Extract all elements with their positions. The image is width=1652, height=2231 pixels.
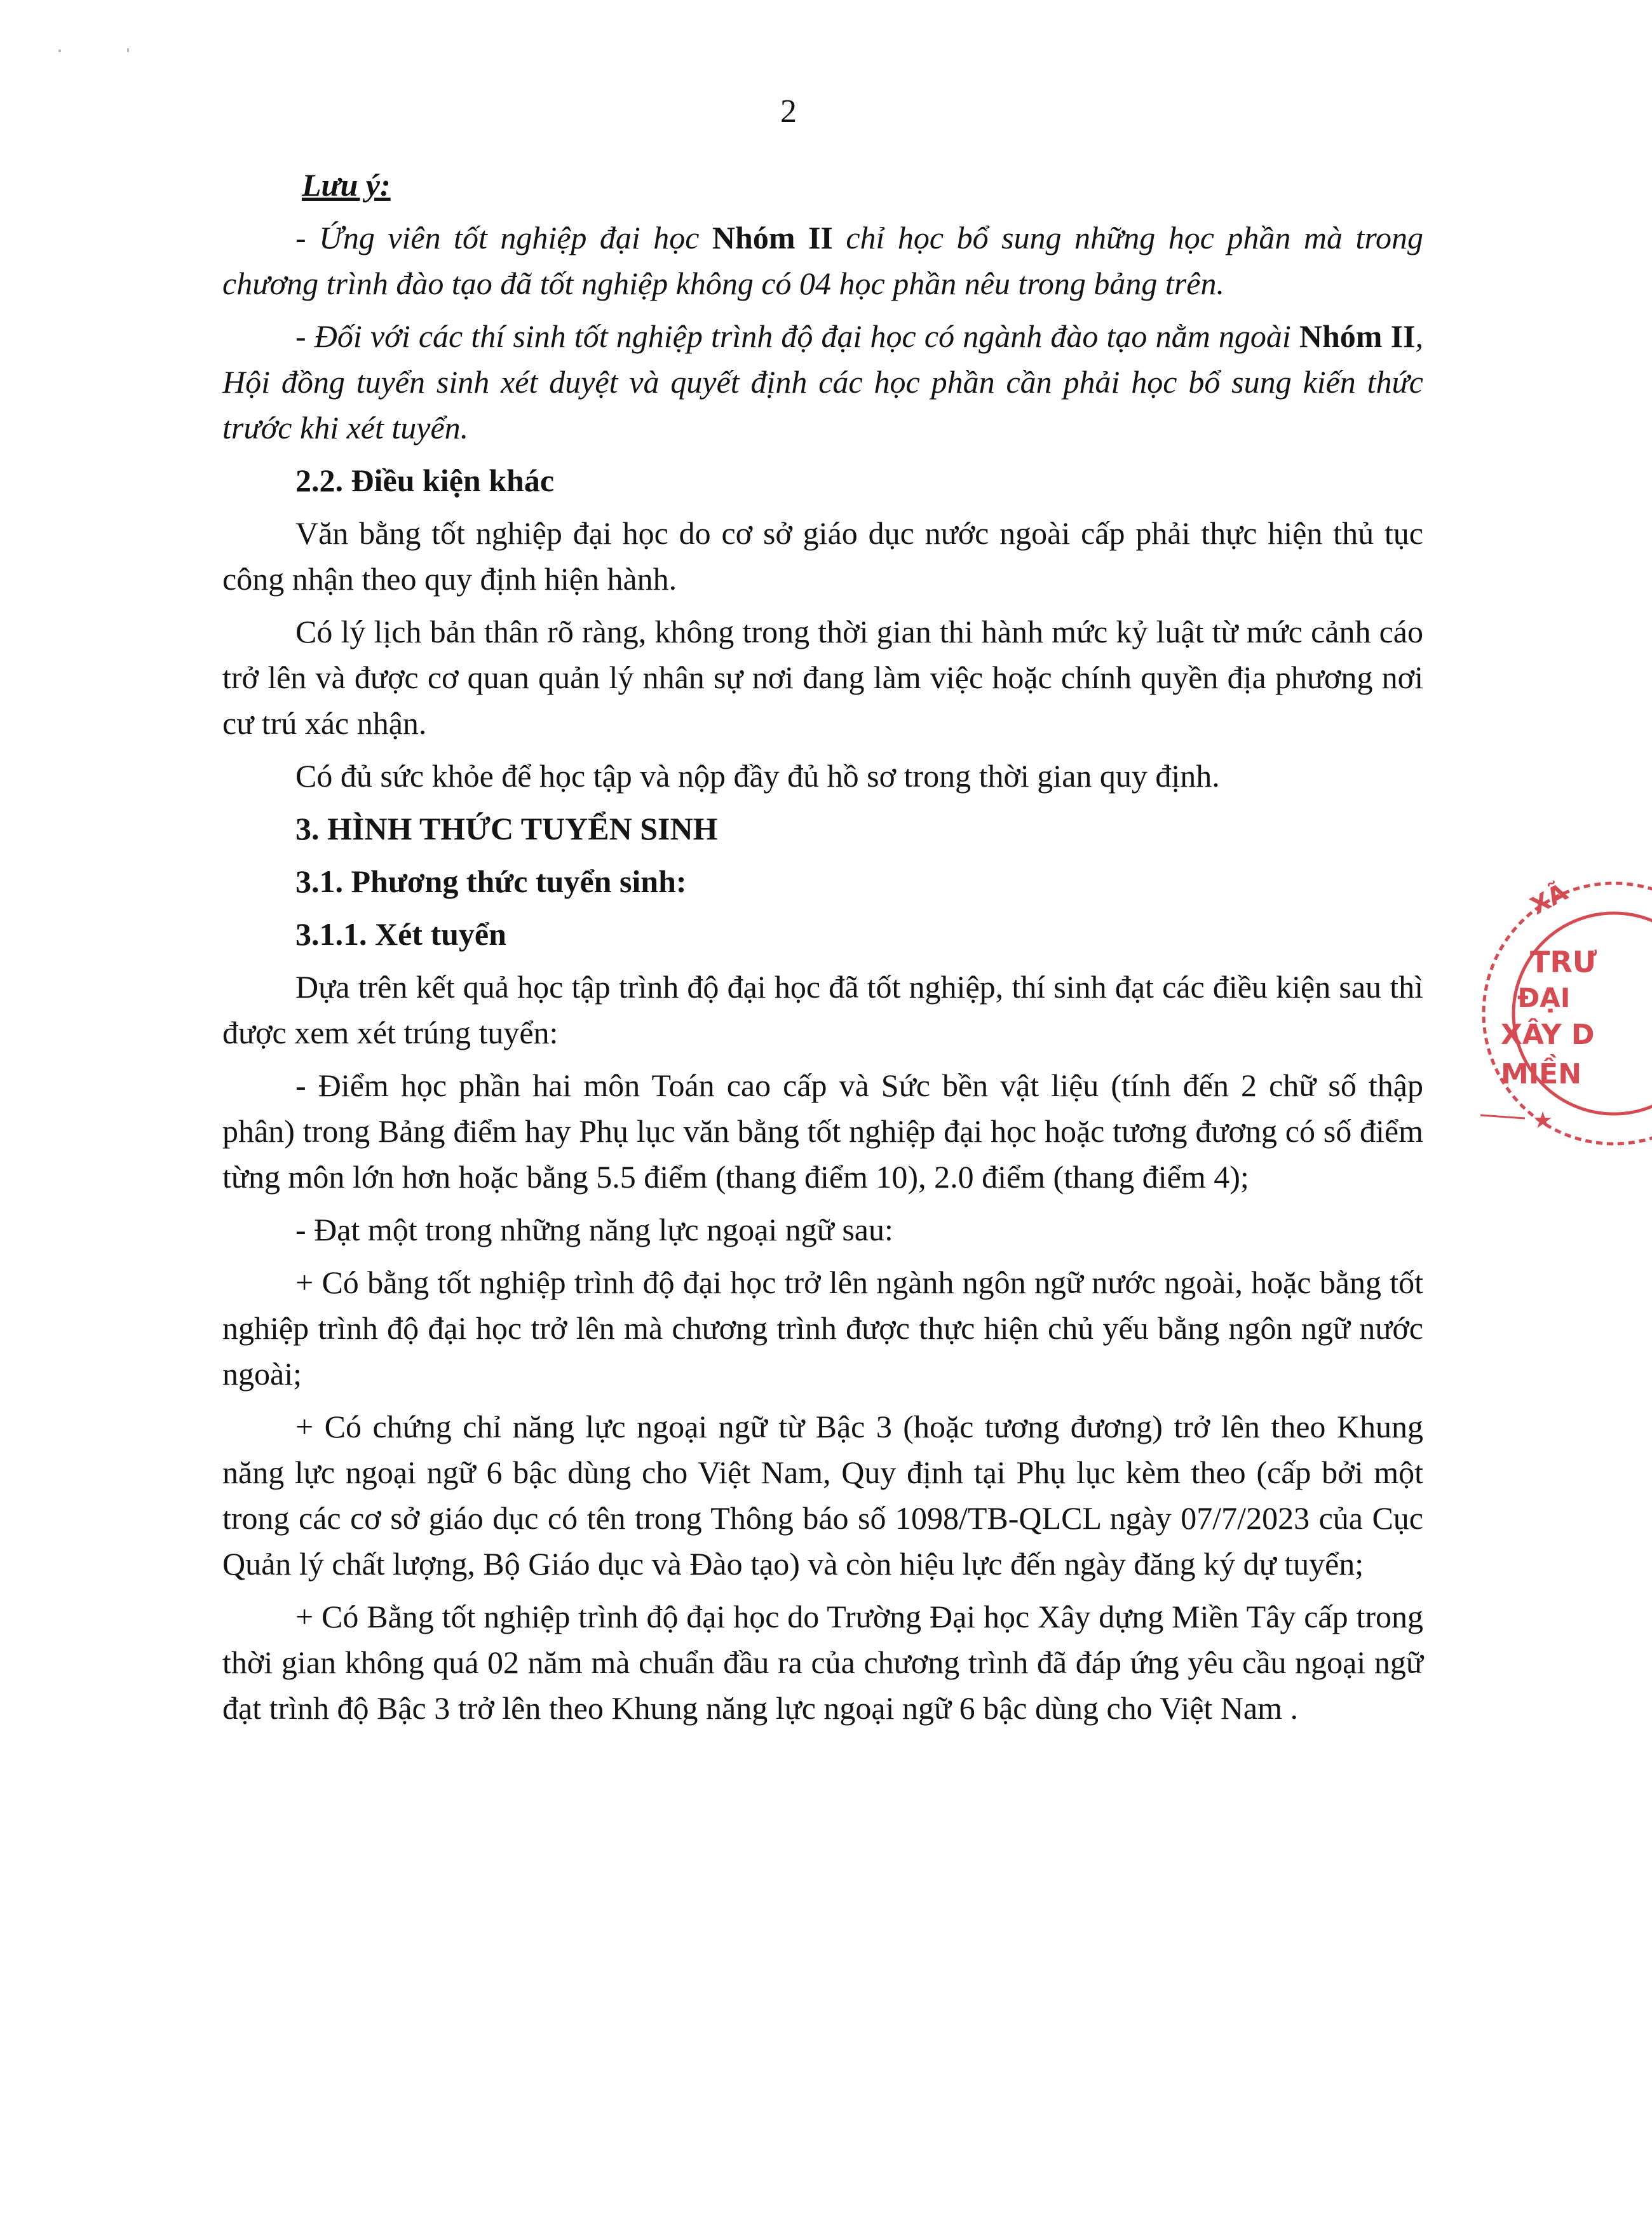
seal-line: XÂY D	[1501, 1019, 1595, 1051]
seal-top-arc-text: XÃ	[1526, 878, 1573, 920]
scan-speck	[127, 48, 129, 52]
section-2-2-paragraph: Có đủ sức khỏe để học tập và nộp đầy đủ hồ sơ trong thời gian quy định.	[295, 758, 1220, 794]
seal-line: ĐẠI	[1517, 982, 1571, 1014]
section-3-paragraph: Dựa trên kết quả học tập trình độ đại học đã tốt nghiệp, thí sinh đạt các điều kiện sau thì được xem xét trúng tuyển:	[222, 969, 1423, 1050]
section-3-paragraph: + Có bằng tốt nghiệp trình độ đại học trở lên ngành ngôn ngữ nước ngoài, hoặc bằng tốt nghiệp trình độ đại học trở lên mà chương trình được thực hiện chủ yếu bằng ngôn ngữ nước ngoài;	[222, 1265, 1423, 1392]
section-3-1-heading: 3.1. Phương thức tuyển sinh:	[295, 864, 687, 899]
note-item-1-text: - Ứng viên tốt nghiệp đại học	[295, 220, 712, 255]
official-seal-stamp	[1461, 864, 1597, 1163]
note-item-2-text-end: , Hội đồng tuyển sinh xét duyệt và quyết định các học phần cần phải học bổ sung kiến thức trước khi xét tuyển.	[222, 318, 1424, 445]
page-number: 2	[780, 93, 797, 130]
seal-line: TRƯ	[1530, 945, 1597, 979]
section-3-paragraph: + Có chứng chỉ năng lực ngoại ngữ từ Bậc 3 (hoặc tương đương) trở lên theo Khung năng lực ngoại ngữ 6 bậc dùng cho Việt Nam, Quy định tại Phụ lục kèm theo (cấp bởi một trong các cơ sở giáo dục có tên trong Thông báo số 1098/TB-QLCL ngày 07/7/2023 của Cục Quản lý chất lượng, Bộ Giáo dục và Đào tạo) và còn hiệu lực đến ngày đăng ký dự tuyển;	[222, 1409, 1423, 1582]
section-2-2-heading: 2.2. Điều kiện khác	[295, 463, 555, 498]
section-3-paragraph: - Đạt một trong những năng lực ngoại ngữ sau:	[295, 1212, 893, 1247]
section-3-paragraph: + Có Bằng tốt nghiệp trình độ đại học do Trường Đại học Xây dựng Miền Tây cấp trong thời gian không quá 02 năm mà chuẩn đầu ra của chương trình đã đáp ứng yêu cầu ngoại ngữ đạt trình độ Bậc 3 trở lên theo Khung năng lực ngoại ngữ 6 bậc dùng cho Việt Nam .	[222, 1599, 1423, 1726]
note-item-1	[222, 215, 1423, 306]
seal-icon	[1461, 864, 1652, 1163]
scan-speck	[58, 50, 61, 52]
section-3-1-1-heading: 3.1.1. Xét tuyển	[295, 916, 506, 952]
note-item-2-text: - Đối với các thí sinh tốt nghiệp trình độ đại học có ngành đào tạo nằm ngoài	[295, 318, 1299, 354]
note-item-1-bold: Nhóm II	[712, 220, 833, 255]
section-3-paragraph: - Điểm học phần hai môn Toán cao cấp và Sức bền vật liệu (tính đến 2 chữ số thập phân) trong Bảng điểm hay Phụ lục văn bằng tốt nghiệp đại học hoặc tương đương có số điểm từng môn lớn hơn hoặc bằng 5.5 điểm (thang điểm 10), 2.0 điểm (thang điểm 4);	[222, 1068, 1423, 1195]
note-item-2	[222, 313, 1423, 451]
section-2-2-paragraph: Văn bằng tốt nghiệp đại học do cơ sở giáo dục nước ngoài cấp phải thực hiện thủ tục công nhận theo quy định hiện hành.	[222, 515, 1423, 597]
section-2-2-paragraph: Có lý lịch bản thân rõ ràng, không trong thời gian thi hành mức kỷ luật từ mức cảnh cáo trở lên và được cơ quan quản lý nhân sự nơi đang làm việc hoặc chính quyền địa phương nơi cư trú xác nhận.	[222, 614, 1423, 741]
note-item-1-text-end: chỉ học bổ sung những học phần mà trong chương trình đào tạo đã tốt nghiệp không có 04 học phần nêu trong bảng trên.	[222, 220, 1423, 301]
note-item-2-bold: Nhóm II	[1299, 318, 1416, 354]
seal-star-icon: ★	[1533, 1108, 1554, 1134]
section-3-heading: 3. HÌNH THỨC TUYỂN SINH	[295, 811, 718, 846]
note-title: Lưu ý:	[302, 167, 391, 203]
document-body	[222, 162, 1423, 1738]
seal-line: MIỀN	[1501, 1058, 1582, 1090]
